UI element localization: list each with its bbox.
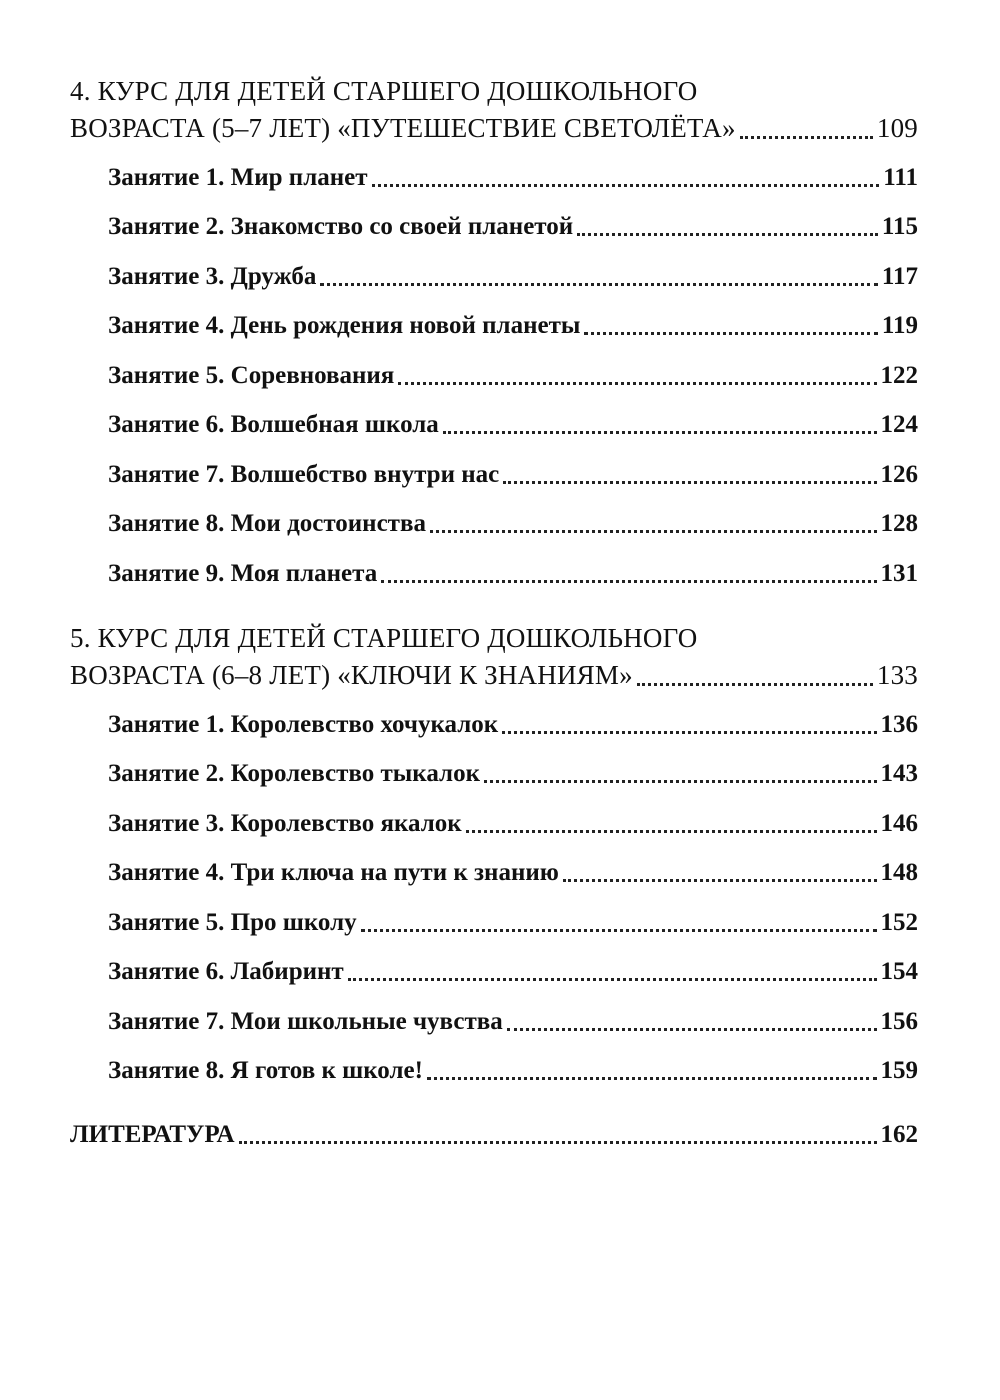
dot-leader xyxy=(563,879,877,882)
toc-entry-page: 117 xyxy=(881,263,918,290)
toc-entry-page: 154 xyxy=(880,958,918,985)
dot-leader xyxy=(381,580,876,583)
section-4-heading-line2: ВОЗРАСТА (5–7 ЛЕТ) «ПУТЕШЕСТВИЕ СВЕТОЛЁТА» xyxy=(70,113,736,143)
toc-entry-page: 111 xyxy=(883,164,918,191)
section-4-heading-line1: 4. КУРС ДЛЯ ДЕТЕЙ СТАРШЕГО ДОШКОЛЬНОГО xyxy=(70,76,698,106)
toc-entry-page: 115 xyxy=(881,213,918,240)
dot-leader xyxy=(484,780,877,783)
dot-leader xyxy=(584,332,878,335)
toc-entry xyxy=(108,560,918,588)
toc-entry xyxy=(108,760,918,788)
section-4-heading-entry xyxy=(70,113,918,144)
toc-entry-title: Занятие 4. Три ключа на пути к знанию xyxy=(108,859,559,886)
toc-entry xyxy=(108,213,918,241)
literature-title: ЛИТЕРАТУРА xyxy=(70,1121,235,1148)
toc-entry-page: 136 xyxy=(880,711,918,738)
dot-leader xyxy=(361,929,877,932)
toc-entry-title: Занятие 4. День рождения новой планеты xyxy=(108,312,581,339)
toc-entry-title: Занятие 1. Королевство хочукалок xyxy=(108,711,499,738)
literature-entry xyxy=(70,1121,918,1149)
toc-entry-page: 126 xyxy=(880,461,918,488)
dot-leader xyxy=(320,283,877,286)
toc-entry xyxy=(108,909,918,937)
toc-entry-page: 148 xyxy=(880,859,918,886)
toc-entry-page: 131 xyxy=(880,560,918,587)
dot-leader xyxy=(503,481,876,484)
section-4-page: 109 xyxy=(876,113,918,143)
toc-entry xyxy=(108,958,918,986)
section-5-page: 133 xyxy=(876,660,918,690)
literature-page: 162 xyxy=(880,1121,918,1148)
toc-entry xyxy=(108,312,918,340)
dot-leader xyxy=(507,1028,877,1031)
toc-entry-page: 128 xyxy=(880,510,918,537)
dot-leader xyxy=(502,731,876,734)
toc-entry xyxy=(108,411,918,439)
dot-leader xyxy=(740,136,873,139)
toc-entry xyxy=(108,510,918,538)
dot-leader xyxy=(372,184,880,187)
toc-entry xyxy=(108,1057,918,1085)
toc-entry-title: Занятие 3. Королевство якалок xyxy=(108,810,462,837)
toc-entry-title: Занятие 3. Дружба xyxy=(108,263,317,290)
toc-entry-title: Занятие 8. Я готов к школе! xyxy=(108,1057,423,1084)
toc-entry-page: 156 xyxy=(880,1008,918,1035)
toc-entry xyxy=(108,362,918,390)
toc-entry-page: 122 xyxy=(880,362,918,389)
toc-entry-page: 143 xyxy=(880,760,918,787)
toc-entry-page: 146 xyxy=(880,810,918,837)
dot-leader xyxy=(239,1141,877,1144)
dot-leader xyxy=(637,683,873,686)
toc-entry-title: Занятие 5. Про школу xyxy=(108,909,357,936)
toc-entry-page: 119 xyxy=(881,312,918,339)
toc-entry-page: 152 xyxy=(880,909,918,936)
toc-entry xyxy=(108,263,918,291)
toc-entry xyxy=(108,461,918,489)
toc-entry-title: Занятие 7. Мои школьные чувства xyxy=(108,1008,503,1035)
toc-entry xyxy=(108,711,918,739)
toc-entry-title: Занятие 2. Знакомство со своей планетой xyxy=(108,213,574,240)
toc-entry-title: Занятие 2. Королевство тыкалок xyxy=(108,760,480,787)
toc-entry-title: Занятие 7. Волшебство внутри нас xyxy=(108,461,500,488)
dot-leader xyxy=(577,233,878,236)
dot-leader xyxy=(430,530,877,533)
toc-entry xyxy=(108,810,918,838)
dot-leader xyxy=(398,382,876,385)
dot-leader xyxy=(443,431,877,434)
toc-entry-page: 159 xyxy=(880,1057,918,1084)
dot-leader xyxy=(348,978,877,981)
toc-entry xyxy=(108,164,918,192)
toc-entry-title: Занятие 5. Соревнования xyxy=(108,362,395,389)
toc-entry-title: Занятие 9. Моя планета xyxy=(108,560,378,587)
section-5-heading-entry xyxy=(70,660,918,691)
section-5-heading-line1: 5. КУРС ДЛЯ ДЕТЕЙ СТАРШЕГО ДОШКОЛЬНОГО xyxy=(70,623,698,653)
toc-entry-title: Занятие 6. Волшебная школа xyxy=(108,411,439,438)
dot-leader xyxy=(427,1077,877,1080)
toc-entry-title: Занятие 6. Лабиринт xyxy=(108,958,344,985)
toc-entry-title: Занятие 1. Мир планет xyxy=(108,164,368,191)
toc-entry-page: 124 xyxy=(880,411,918,438)
toc-entry xyxy=(108,1008,918,1036)
toc-entry-title: Занятие 8. Мои достоинства xyxy=(108,510,426,537)
toc-entry xyxy=(108,859,918,887)
section-5-heading-line2: ВОЗРАСТА (6–8 ЛЕТ) «КЛЮЧИ К ЗНАНИЯМ» xyxy=(70,660,633,690)
dot-leader xyxy=(466,830,877,833)
